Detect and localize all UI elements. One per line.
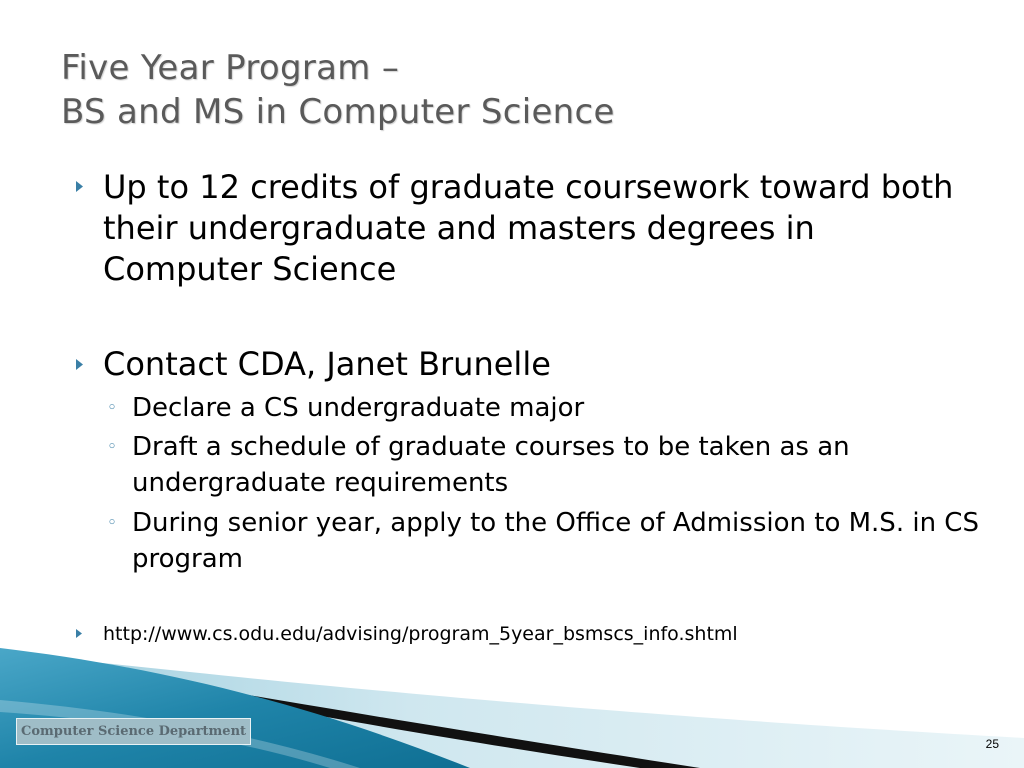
page-number: 25 — [985, 737, 999, 751]
circle-bullet-icon: ◦ — [107, 513, 118, 533]
department-label: Computer Science Department — [16, 718, 251, 745]
triangle-bullet-icon — [76, 181, 82, 192]
slide-title-line-1: Five Year Program – — [61, 48, 400, 88]
sub-bullet-draft-schedule: Draft a schedule of graduate courses to be taken as an undergraduate requirements — [132, 432, 850, 498]
program-url-link[interactable]: http://www.cs.odu.edu/advising/program_5year_bsmscs_info.shtml — [103, 623, 738, 645]
circle-bullet-icon: ◦ — [107, 437, 118, 457]
sub-bullet-declare-major: Declare a CS undergraduate major — [132, 393, 585, 423]
bullet-contact: Contact CDA, Janet Brunelle — [103, 345, 551, 383]
slide-title-line-2: BS and MS in Computer Science — [61, 92, 615, 132]
circle-bullet-icon: ◦ — [107, 398, 118, 418]
bullet-coursework: Up to 12 credits of graduate coursework toward both their undergraduate and masters degrees in Computer Science — [103, 168, 954, 288]
sub-bullet-apply-admission: During senior year, apply to the Office of Admission to M.S. in CS program — [132, 508, 979, 574]
triangle-bullet-icon — [76, 359, 82, 370]
decorative-swoosh — [0, 640, 1024, 768]
triangle-bullet-icon — [76, 629, 82, 638]
